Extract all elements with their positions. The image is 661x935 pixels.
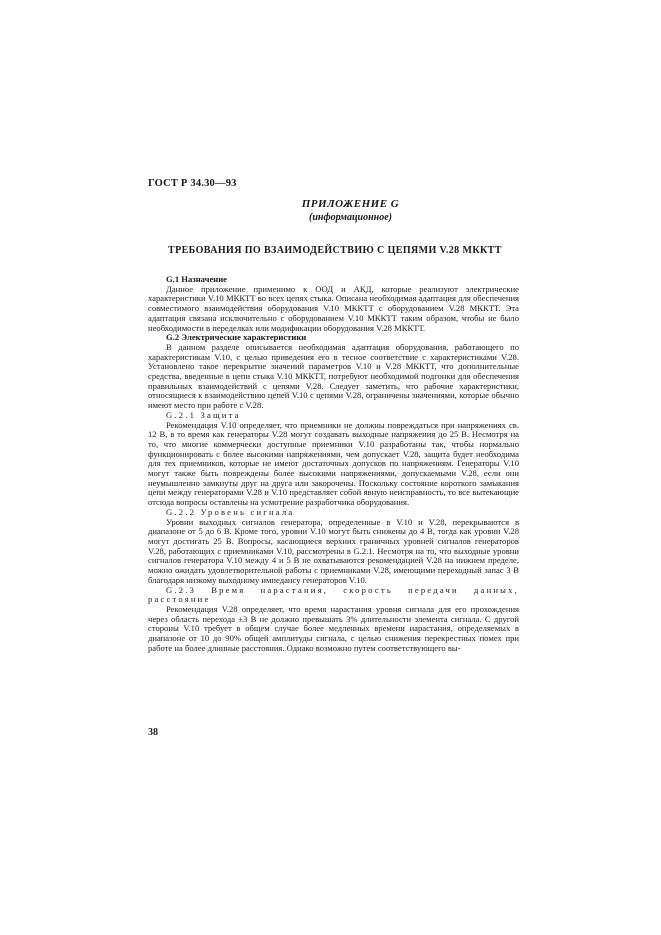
section-text-g1: Данное приложение применимо к ООД и АКД, которые реализуют электрические характеристики V.10 МККТТ во всех цепях стыка. Описана необходимая адаптация для обеспечения совместимого взаимодействия оборудования V.10 МККТТ с оборудованием V.28 МККТТ. Эта адаптация связана исключительно с оборудованием V.10 МККТТ таким образом, чтобы не было необходимости в переделках или модификации оборудования V.28 МККТТ.	[148, 283, 519, 333]
section-text-g2: В данном разделе описывается необходимая адаптация оборудования, работающего по характеристикам V.10, с целью приведения его в тесное соответствие с характеристиками V.28. Установлено такое перекрытие значений параметров V.10 и V.28 МККТТ, что дополнительные средства, введенные в цепи стыка V.10 МККТТ, потребуют необходимой подгонки для обеспечения правильных взаимодействий с цепями V.28. Следует заметить, что рабочие характеристики, относящиеся к взаимодействию цепей V.10 с цепями V.28, ограничены значениями, которые обычно имеют место при работе с V.28.	[148, 341, 519, 411]
standard-header: ГОСТ Р 34.30—93	[148, 178, 237, 189]
appendix-title: ПРИЛОЖЕНИЕ G	[301, 198, 400, 210]
page-number: 38	[148, 727, 158, 738]
appendix-subtitle: (информационное)	[309, 212, 392, 223]
document-title: ТРЕБОВАНИЯ ПО ВЗАИМОДЕЙСТВИЮ С ЦЕПЯМИ V.28 МККТТ	[168, 245, 502, 256]
section-heading-g2: G.2 Электрические характеристики	[166, 332, 307, 343]
section-heading-g22: G.2.2 Уровень сигнала	[166, 506, 295, 517]
section-text-g23: Рекомендация V.28 определяет, что время нарастания уровня сигнала для его прохождения через область перехода ±3 В не должно превышать 3% длительности элемента сигнала. С другой стороны V.10 требует в общем случае более медленных времени нарастания, определяемых в диапазоне от 10 до 90% общей амплитуды сигнала, с целью снижения перекрестных помех при работе на более длинные расстояния. Однако возможно путем соответствующего вы-	[148, 603, 519, 653]
section-heading-g23: G.2.3 Время нарастания, скорость передачи данных, расстояние	[148, 584, 519, 605]
section-text-g21: Рекомендация V.10 определяет, что приемники не должны повреждаться при напряжениях св. 12 В, в то время как генераторы V.28 могут создавать выходные напряжения до 25 В. Несмотря на то, что многие коммерчески доступные приемники V.10 разработаны так, чтобы нормально функционировать с более высокими напряжениями, чем допускает V.28, защита будет необходима для тех приемников, которые не имеют достаточных допусков по напряжениям. Генераторы V.10 могут также быть повреждены более высокими напряжениями, допускаемыми V.28, если они неумышленно замкнуты друг на друга или закорочены. Поскольку состояние короткого замыкания цепи между генераторами V.28 и V.10 представляет собой явную неисправность, то все вытекающие отсюда вопросы оставлены на усмотрение разработчика оборудования.	[148, 419, 519, 508]
section-text-g22: Уровни выходных сигналов генератора, определенные в V.10 и V.28, перекрываются в диапазоне от 5 до 6 В. Кроме того, уровни V.10 могут быть снижены до 4 В, тогда как уровни V.28 могут достигать 25 В. Вопросы, касающиеся верхних граничных уровней сигналов генераторов V.28, работающих с приемниками V.10, рассмотрены в G.2.1. Несмотря на то, что выходные уровни сигналов генератора V.10 между 4 и 5 В не охватываются рекомендацией V.28 на нижнем пределе, можно ожидать удовлетворительной работы с приемниками V.28, имеющими переходный запас 3 В благодаря низкому выходному импедансу генераторов V.10.	[148, 516, 519, 585]
body-text	[148, 275, 519, 653]
section-heading-g1: G.1 Назначение	[166, 274, 227, 284]
section-heading-g21: G.2.1 Защита	[166, 409, 241, 420]
